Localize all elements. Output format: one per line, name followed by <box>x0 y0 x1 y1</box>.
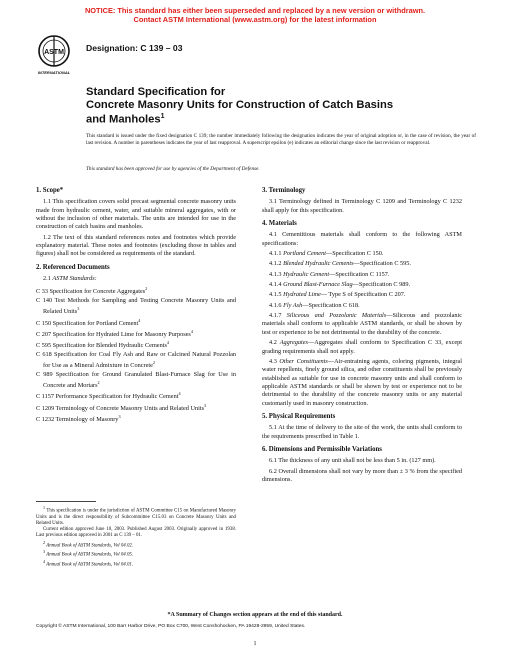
copyright: Copyright © ASTM International, 100 Barr Harbor Drive, PO Box C700, West Conshohocken, PA 19428-2959, United States. <box>36 624 306 629</box>
materials-item: 4.1.7 Siliceous and Pozzolanic Materials—Siliceous and pozzolanic materials shall conform to applicable ASTM standards, or shall be shown by test or experience to be not detrimental to the durability of the concrete. <box>262 312 462 336</box>
materials-item: 4.1.5 Hydrated Lime— Type S of Specification C 207. <box>269 291 406 299</box>
footnote: $^4$ Annual Book of ASTM Standards, Vol 04.01. <box>43 559 134 568</box>
logo-subtext: INTERNATIONAL <box>37 70 71 75</box>
reference-item: C 595 Specification for Blended Hydraulic Cements$^4$ <box>36 340 169 350</box>
footnote: $^3$ Annual Book of ASTM Standards, Vol 04.05. <box>43 549 134 559</box>
scope-heading: 1. Scope* <box>36 187 64 194</box>
materials-item: 4.1.2 Blended Hydraulic Cements—Specification C 595. <box>269 260 411 268</box>
supersession-notice <box>0 6 510 24</box>
materials-4-2: 4.2 Aggregates—Aggregates shall conform to Specification C 33, except grading requirements shall not apply. <box>262 339 462 355</box>
physical-5-1: 5.1 At the time of delivery to the site of the work, the units shall conform to the requirements prescribed in Table 1. <box>262 424 462 440</box>
reference-item: C 1209 Terminology of Concrete Masonry Units and Related Units$^3$ <box>36 402 207 412</box>
left-column <box>36 182 236 425</box>
dimensions-6-1: 6.1 The thickness of any unit shall not be less than 5 in. (127 mm). <box>269 457 436 465</box>
title-line-1: Standard Specification for <box>86 86 226 98</box>
reference-item: C 1232 Terminology of Masonry$^3$ <box>36 414 121 424</box>
terminology-3-1: 3.1 Terminology defined in Terminology C 1209 and Terminology C 1232 shall apply for this specification. <box>262 198 462 214</box>
designation: Designation: C 139 – 03 <box>86 43 183 53</box>
footnote: Current edition approved June 10, 2003. Published August 2003. Originally approved in 1938. Last previous edition approved in 2001 as C 139 – 01. <box>36 527 236 539</box>
issued-note: This standard is issued under the fixed designation C 139; the number immediately following the designation indicates the year of original adoption or, in the case of revision, the year of last revision. A number in parentheses indicates the year of last reapproval. A superscript epsilon (e) indicates an editorial change since the last revision or reapproval. <box>86 133 476 146</box>
title-line-3: and Manholes <box>86 113 161 126</box>
right-column <box>262 182 462 486</box>
physical-requirements-heading: 5. Physical Requirements <box>262 412 336 420</box>
materials-item: 4.1.4 Ground Blast-Furnace Slag—Specification C 989. <box>269 281 411 289</box>
materials-4-1: 4.1 Cementitious materials shall conform to the following ASTM specifications: <box>262 231 462 247</box>
materials-list <box>262 250 462 337</box>
title-footnote-mark: 1 <box>160 113 165 121</box>
materials-item: 4.1.1 Portland Cement—Specification C 150. <box>269 250 384 258</box>
notice-line-1: NOTICE: This standard has either been superseded and replaced by a new version or withdrawn. <box>84 6 426 15</box>
document-title <box>86 86 466 127</box>
terminology-heading: 3. Terminology <box>262 187 306 194</box>
reference-item: C 33 Specification for Concrete Aggregates$^2$ <box>36 286 148 296</box>
scope-1-1: 1.1 This specification covers solid precast segmental concrete masonry units made from hydraulic cement, water, and suitable mineral aggregates, with or without the inclusion of other materials. The units are intended for use in the construction of catch basins and manholes. <box>36 198 236 231</box>
footnotes <box>36 505 236 569</box>
title-line-2: Concrete Masonry Units for Construction of Catch Basins <box>86 98 394 111</box>
materials-item: 4.1.6 Fly Ash—Specification C 618. <box>269 301 360 309</box>
dod-approval-note: This standard has been approved for use by agencies of the Department of Defense. <box>86 166 260 172</box>
footnote-rule <box>36 501 96 502</box>
reference-item: C 989 Specification for Ground Granulated Blast-Furnace Slag for Use in Concrete and Mortars$^2$ <box>36 370 236 390</box>
logo-text: ASTM <box>44 49 64 56</box>
footnote: $^1$ This specification is under the jurisdiction of ASTM Committee C15 on Manufactured Masonry Units and is the direct responsibility of Subcommittee C15.03 on Concrete Masonry Units and Related Units. <box>36 505 236 527</box>
materials-heading: 4. Materials <box>262 220 297 228</box>
reference-item: C 207 Specification for Hydrated Lime for Masonry Purposes$^4$ <box>36 329 193 339</box>
summary-of-changes-note: *A Summary of Changes section appears at the end of this standard. <box>167 612 343 618</box>
reference-item: C 140 Test Methods for Sampling and Testing Concrete Masonry Units and Related Units$^3$ <box>36 296 236 316</box>
page-number: 1 <box>253 641 257 647</box>
dimensions-heading: 6. Dimensions and Permissible Variations <box>262 445 382 453</box>
reference-item: C 1157 Performance Specification for Hydraulic Cement$^4$ <box>36 391 181 401</box>
footnote: $^2$ Annual Book of ASTM Standards, Vol 04.02. <box>43 539 134 549</box>
reference-item: C 618 Specification for Coal Fly Ash and Raw or Calcined Natural Pozzolan for Use as a Mineral Admixture in Concrete$^2$ <box>36 350 236 370</box>
refs-intro: 2.1 ASTM Standards: <box>43 275 97 283</box>
reference-item: C 150 Specification for Portland Cement$^4$ <box>36 317 141 327</box>
astm-logo <box>36 34 72 76</box>
materials-item: 4.1.3 Hydraulic Cement—Specification C 1157. <box>269 270 390 278</box>
dimensions-6-2: 6.2 Overall dimensions shall not vary by more than ± 3 % from the specified dimensions. <box>262 467 462 483</box>
reference-list <box>36 285 236 424</box>
notice-line-2: Contact ASTM International (www.astm.org) for the latest information <box>133 15 377 24</box>
materials-4-3: 4.3 Other Constituents—Air-entraining agents, coloring pigments, integral water repellents, finely ground silica, and other constituents shall be previously established as suitable for use in concrete masonry units and shall conform to applicable ASTM standards or shall be shown by test or experience not to be detrimental to the durability of the concrete masonry units or any material customarily used in masonry construction. <box>262 357 462 407</box>
referenced-documents-heading: 2. Referenced Documents <box>36 263 110 271</box>
scope-1-2: 1.2 The text of this standard references notes and footnotes which provide explanatory material. These notes and footnotes (excluding those in tables and figures) shall not be considered as requirements of the standard. <box>36 233 236 258</box>
